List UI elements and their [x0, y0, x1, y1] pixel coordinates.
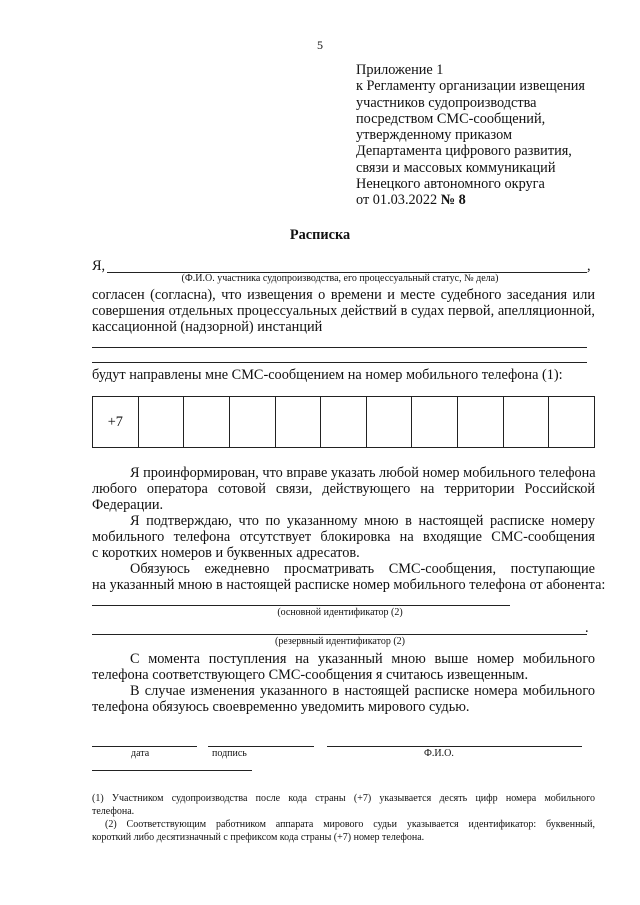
phone-digit-cell[interactable] — [458, 397, 504, 448]
appendix-line: участников судопроизводства — [356, 94, 537, 111]
confirm-line-1: Я подтверждаю, что по указанному мною в настоящей расписке номеру — [130, 513, 595, 529]
page-number: 5 — [317, 38, 323, 52]
date-line[interactable] — [92, 746, 197, 747]
appendix-line: Департамента цифрового развития, — [356, 143, 572, 160]
appendix-line: Ненецкого автономного округа — [356, 176, 545, 193]
moment-line-1: С момента поступления на указанный мною выше номер мобильного — [130, 651, 595, 667]
phone-digit-cell[interactable] — [275, 397, 321, 448]
reserve-identifier-caption: (резервный идентификатор (2) — [275, 636, 405, 647]
appendix-line: утвержденному приказом — [356, 127, 513, 144]
consent-line-2: совершения отдельных процессуальных действий в судах первой, апелляционной, — [92, 303, 595, 319]
main-identifier-line — [92, 605, 510, 606]
signature-line[interactable] — [208, 746, 314, 747]
footnote-2-line-2: короткий либо десятизначный с префиксом кода страны (+7) номер телефона. — [92, 832, 425, 843]
change-line-2: телефона обязуюсь своевременно уведомить мирового судью. — [92, 699, 470, 715]
phone-digit-cell[interactable] — [138, 397, 184, 448]
moment-line-2: телефона соответствующего СМС-сообщения я считаюсь извещенным. — [92, 667, 529, 683]
fio-signature-line[interactable] — [327, 746, 582, 747]
court-line-1 — [92, 347, 587, 348]
phone-digit-cell[interactable] — [321, 397, 367, 448]
appendix-date-line — [356, 192, 585, 208]
phone-prefix-cell: +7 — [93, 397, 139, 448]
footnote-separator — [92, 770, 252, 771]
informed-line-3: Федерации. — [92, 497, 164, 513]
appendix-line: к Регламенту организации извещения — [356, 78, 585, 95]
informed-line-1: Я проинформирован, что вправе указать любой номер мобильного телефона — [130, 465, 596, 481]
footnote-1-line-2: телефона. — [92, 806, 135, 817]
date-label: дата — [131, 748, 150, 759]
appendix-date: от 01.03.2022 — [356, 192, 441, 209]
informed-line-2: любого оператора сотовой связи, действующего на территории Российской — [92, 481, 595, 497]
appendix-title: Приложение 1 — [356, 62, 444, 78]
phone-digit-cell[interactable] — [503, 397, 549, 448]
appendix-number: № 8 — [440, 192, 466, 209]
obligation-line-1: Обязуюсь ежедневно просматривать СМС-сообщения, поступающие — [130, 561, 595, 577]
appendix-line: связи и массовых коммуникаций — [356, 159, 556, 176]
signature-label: подпись — [212, 748, 247, 759]
main-identifier-caption: (основной идентификатор (2) — [277, 607, 403, 618]
footnote-2-line-1: (2) Соответствующим работником аппарата мирового судьи указывается идентификатор: буквенный, — [105, 819, 595, 830]
phone-digit-cell[interactable] — [366, 397, 412, 448]
change-line-1: В случае изменения указанного в настоящей расписке номера мобильного — [130, 683, 595, 699]
fio-caption: (Ф.И.О. участника судопроизводства, его процессуальный статус, № дела) — [181, 273, 499, 284]
appendix-header — [356, 62, 585, 209]
consent-line-3: кассационной (надзорной) инстанций — [92, 319, 323, 335]
fio-label: Ф.И.О. — [424, 748, 454, 759]
ya-label: Я, — [92, 258, 106, 274]
court-line-2 — [92, 362, 587, 363]
sms-line: будут направлены мне СМС-сообщением на номер мобильного телефона (1): — [92, 367, 563, 383]
obligation-line-2: на указанный мною в настоящей расписке номер мобильного телефона от абонента: — [92, 577, 606, 593]
phone-number-table — [92, 396, 595, 448]
phone-digit-cell[interactable] — [549, 397, 595, 448]
footnote-1-line-1: (1) Участником судопроизводства после кода страны (+7) указывается десять цифр номера мобильного — [92, 793, 595, 804]
reserve-trailing-dot: . — [585, 620, 589, 636]
consent-line-1: согласен (согласна), что извещения о времени и месте судебного заседания или — [92, 287, 595, 303]
document-title: Расписка — [289, 227, 351, 243]
phone-digit-cell[interactable] — [229, 397, 275, 448]
appendix-line: посредством СМС-сообщений, — [356, 110, 546, 127]
reserve-identifier-line — [92, 634, 587, 635]
fio-comma: , — [587, 258, 591, 274]
confirm-line-2: мобильного телефона отсутствует блокировка на входящие СМС-сообщения — [92, 529, 595, 545]
confirm-line-3: с коротких номеров и буквенных адресатов. — [92, 545, 360, 561]
phone-digit-cell[interactable] — [184, 397, 230, 448]
phone-digit-cell[interactable] — [412, 397, 458, 448]
